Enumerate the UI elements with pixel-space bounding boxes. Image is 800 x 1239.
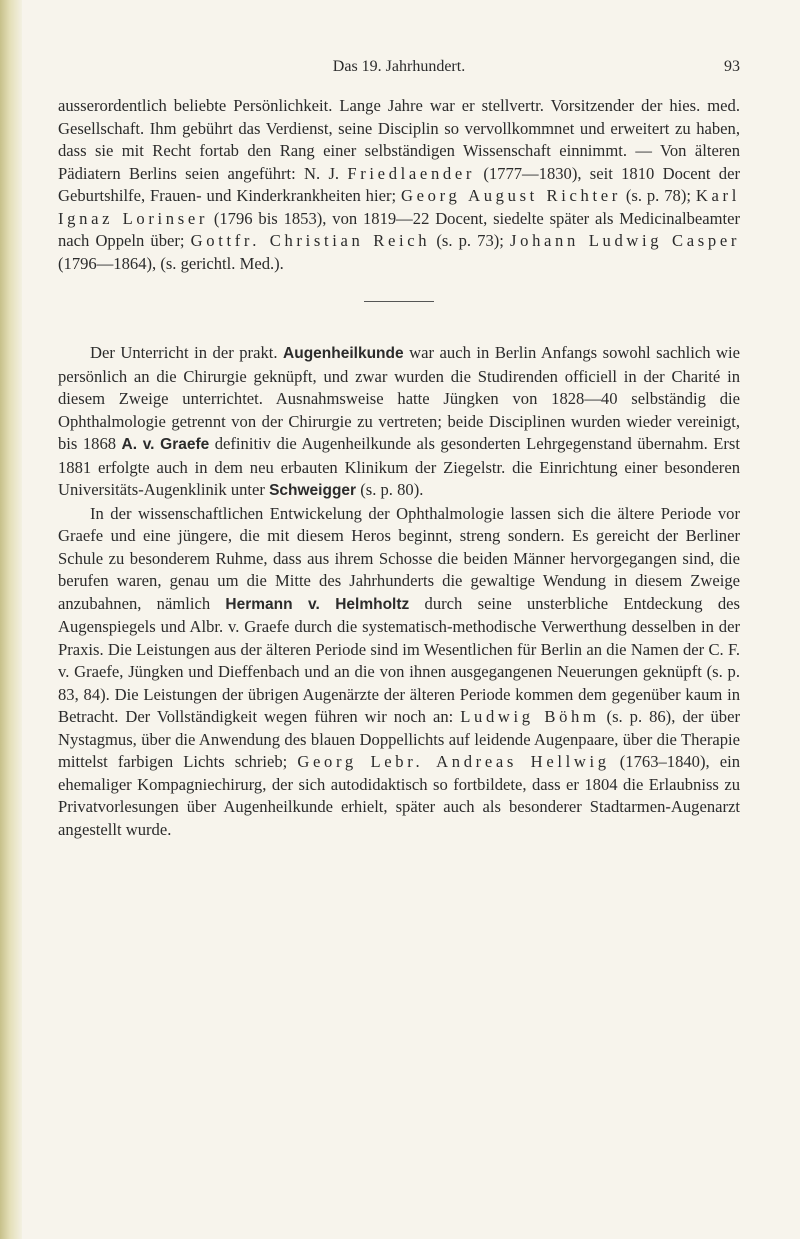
text-run: definitiv die Augenheilkunde als gesonderten Lehrgegenstand übernahm. Erst 1881 erfolgte auch in dem neu erbauten Klinikum der Ziegelstr. die Einrichtung einer besonderen Universitäts-Augenklinik unter — [58, 434, 740, 499]
text-run: (s. p. 78); — [620, 186, 696, 205]
section-divider — [364, 301, 434, 302]
person-name: A. v. Graefe — [121, 436, 210, 453]
text-run: Der Unterricht in der prakt. — [90, 343, 284, 362]
person-name: Georg Lebr. Andreas Hellwig — [297, 752, 610, 771]
paragraph-ophthalmology-teaching — [58, 342, 740, 503]
person-name: Schweigger — [269, 482, 357, 499]
person-name: Hermann v. Helmholtz — [225, 595, 410, 613]
person-name: Karl Ignaz Lorinser — [58, 186, 740, 228]
text-run: (1777—1830), seit 1810 Docent der Geburtshilfe, Frauen- und Kinderkrankheiten hier; — [58, 163, 740, 205]
person-name: Georg August Richter — [401, 186, 621, 205]
body-text — [58, 95, 740, 841]
page-number: 93 — [724, 58, 740, 75]
text-run: (1763–1840), ein ehemaliger Kompagniechirurg, der sich autodidaktisch so fortbildete, dass er 1804 die Erlaubniss zu Privatvorlesungen über Augenheilkunde erhielt, später auch als besonderer Stadtarmen-Augenarzt angestellt wurde. — [58, 752, 740, 839]
person-name: Gottfr. Christian Reich — [190, 231, 431, 250]
text-run: (s. p. 73); — [430, 231, 511, 250]
text-run: ausserordentlich beliebte Persönlichkeit. Lange Jahre war er stellvertr. Vorsitzender der hies. med. Gesellschaft. Ihm gebührt das Verdienst, seine Disciplin so vervollkommnet und erweitert zu haben, dass sie mit Recht fortab den Rang einer selbständigen Wissenschaft einnimmt. — Von älteren Pädiatern Berlins seien angeführt: N. J. — [58, 96, 740, 183]
book-spine-shadow — [0, 0, 22, 1239]
text-run: war auch in Berlin Anfangs sowohl sachlich wie persönlich an die Chirurgie geknüpft, und zwar wurden die Studirenden officiell in der Charité in diesem Zweige unterrichtet. Ausnahmsweise hatte Jüngken von 1828—40 selbständig die Ophthalmologie getrennt von der Chirurgie zu vertreten; beide Disciplinen wurden wieder vereinigt, bis 1868 — [58, 343, 740, 453]
paragraph-ophthalmology-history — [58, 503, 740, 842]
text-run: (s. p. 86), der über Nystagmus, über die Anwendung des blauen Doppellichts auf leidende Augenpaare, über die Therapie mittelst farbigen Lichts schrieb; — [58, 707, 740, 771]
text-run: (1796 bis 1853), von 1819—22 Docent, siedelte später als Medicinalbeamter nach Oppeln über; — [58, 208, 741, 250]
person-name: Ludwig Böhm — [460, 707, 600, 726]
text-run: durch seine unsterbliche Entdeckung des Augenspiegels und Albr. v. Graefe durch die systematisch-methodische Verwerthung desselben in der Praxis. Die Leistungen aus der älteren Periode sind im Wesentlichen für Berlin an die Namen der C. F. v. Graefe, Jüngken und Dieffenbach und an die von ihnen ausgegangenen Neuerungen geknüpft (s. p. 83, 84). Die Leistungen der übrigen Augenärzte der älteren Periode kommen dem gegenüber kaum in Betracht. Der Vollständigkeit wegen führen wir noch an: — [58, 593, 740, 726]
running-title: Das 19. Jahrhundert. — [332, 58, 466, 75]
person-name: Friedlaender — [347, 163, 476, 183]
paragraph-paediatrics — [58, 95, 740, 275]
text-run: (s. p. 80). — [356, 480, 424, 499]
book-page — [58, 0, 740, 1239]
running-header — [58, 58, 740, 84]
text-run: In der wissenschaftlichen Entwickelung der Ophthalmologie lassen sich die ältere Periode vor Graefe und eine jüngere, die mit diesem Heros beginnt, streng sondern. Es gereicht der Berliner Schule zu besonderem Ruhme, dass aus ihrem Schosse die beiden Männer hervorgegangen sind, die berufen waren, genau um die Mitte des Jahrhunderts die gewaltige Wendung in diesem Zweige anzubahnen, nämlich — [58, 503, 740, 613]
subject-heading: Augenheilkunde — [283, 345, 404, 362]
text-run: (1796—1864), (s. gerichtl. Med.). — [58, 253, 284, 273]
person-name: Johann Ludwig Casper — [510, 231, 741, 250]
